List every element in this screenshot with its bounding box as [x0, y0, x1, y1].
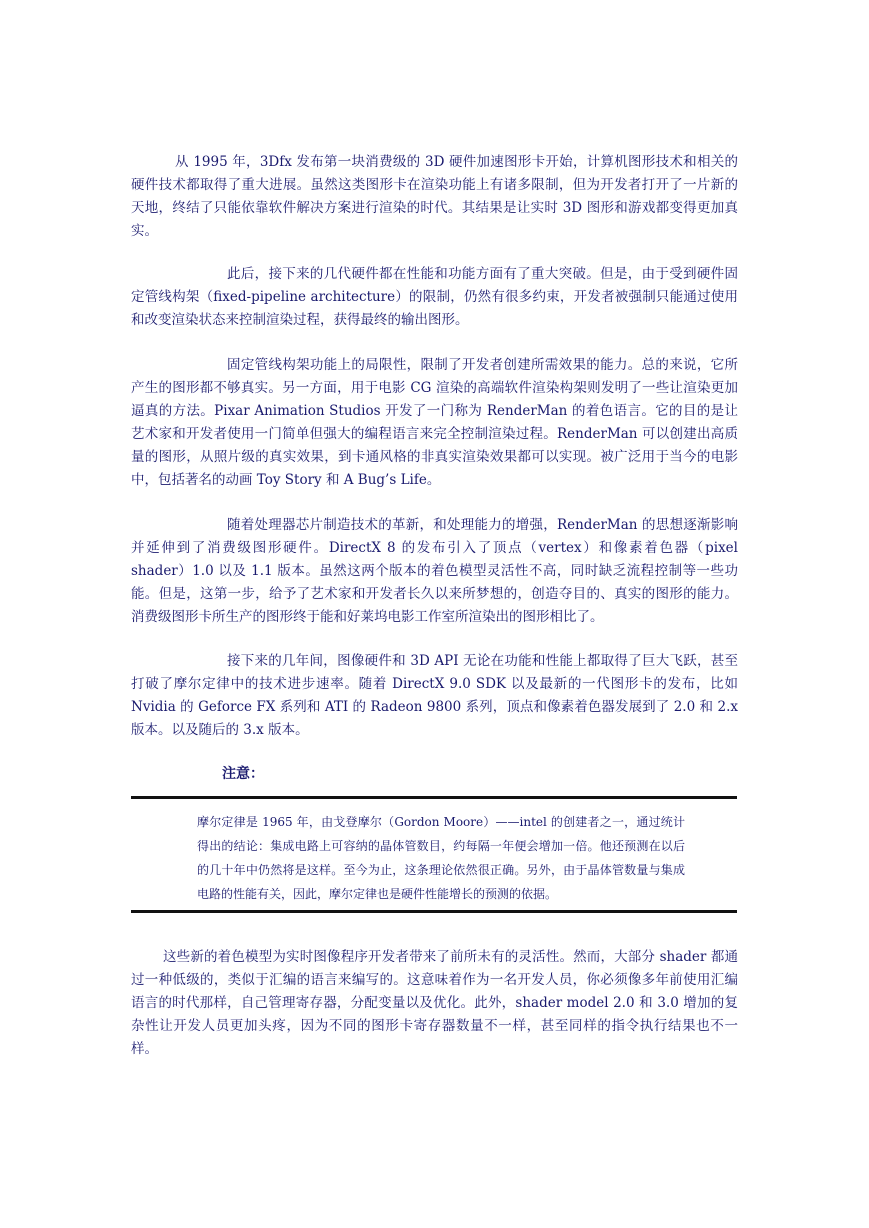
- paragraph-directx8: 随着处理器芯片制造技术的革新，和处理能力的增强，RenderMan 的思想逐渐影响并延伸到了消费级图形硬件。DirectX 8 的发布引入了顶点（vertex）和像素着色器（pixel shader）1.0 以及 1.1 版本。虽然这两个版本的着色模型灵活性不高，同时缺乏流程控制等一些功能。但是，这第一步，给予了艺术家和开发者长久以来所梦想的，创造夺目的、真实的图形的能力。消费级图形卡所生产的图形终于能和好莱坞电影工作室所渲染出的图形相比了。: [131, 517, 738, 625]
- paragraph-history-3dfx: 从 1995 年，3Dfx 发布第一块消费级的 3D 硬件加速图形卡开始，计算机图形技术和相关的硬件技术都取得了重大进展。虽然这类图形卡在渲染功能上有诸多限制，但为开发者打开了一片新的天地，终结了只能依靠软件解决方案进行渲染的时代。其结果是让实时 3D 图形和游戏都变得更加真实。: [131, 154, 738, 239]
- paragraph-directx9: 接下来的几年间，图像硬件和 3D API 无论在功能和性能上都取得了巨大飞跃，甚至打破了摩尔定律中的技术进步速率。随着 DirectX 9.0 SDK 以及最新的一代图形卡的发布，比如 Nvidia 的 Geforce FX 系列和 ATI 的 Radeon 9800 系列，顶点和像素着色器发展到了 2.0 和 2.x 版本。以及随后的 3.x 版本。: [131, 653, 738, 738]
- note-label: 注意：: [222, 766, 264, 782]
- note-bottom-rule: [131, 910, 737, 913]
- paragraph-shader-models: 这些新的着色模型为实时图像程序开发者带来了前所未有的灵活性。然而，大部分 shader 都通过一种低级的，类似于汇编的语言来编写的。这意味着作为一名开发人员，你必须像多年前使用汇编语言的时代那样，自己管理寄存器，分配变量以及优化。此外，shader model 2.0 和 3.0 增加的复杂性让开发人员更加头疼，因为不同的图形卡寄存器数量不一样，甚至同样的指令执行结果也不一样。: [131, 949, 738, 1057]
- note-moores-law-text: 摩尔定律是 1965 年，由戈登摩尔（Gordon Moore）——intel 的创建者之一，通过统计得出的结论：集成电路上可容纳的晶体管数目，约每隔一年便会增加一倍。他还预测在以后的几十年中仍然将是这样。至今为止，这条理论依然很正确。另外，由于晶体管数量与集成电路的性能有关，因此，摩尔定律也是硬件性能增长的预测的依据。: [197, 815, 685, 901]
- paragraph-fixed-pipeline: 此后，接下来的几代硬件都在性能和功能方面有了重大突破。但是，由于受到硬件固定管线构架（fixed-pipeline architecture）的限制，仍然有很多约束，开发者被强制只能通过使用和改变渲染状态来控制渲染过程，获得最终的输出图形。: [131, 266, 738, 328]
- paragraph-renderman: 固定管线构架功能上的局限性，限制了开发者创建所需效果的能力。总的来说，它所产生的图形都不够真实。另一方面，用于电影 CG 渲染的高端软件渲染构架则发明了一些让渲染更加逼真的方法。Pixar Animation Studios 开发了一门称为 RenderMan 的着色语言。它的目的是让艺术家和开发者使用一门简单但强大的编程语言来完全控制渲染过程。RenderMan 可以创建出高质量的图形，从照片级的真实效果，到卡通风格的非真实渲染效果都可以实现。被广泛用于当今的电影中，包括著名的动画 Toy Story 和 A Bug’s Life。: [131, 357, 738, 488]
- note-top-rule: [131, 796, 737, 799]
